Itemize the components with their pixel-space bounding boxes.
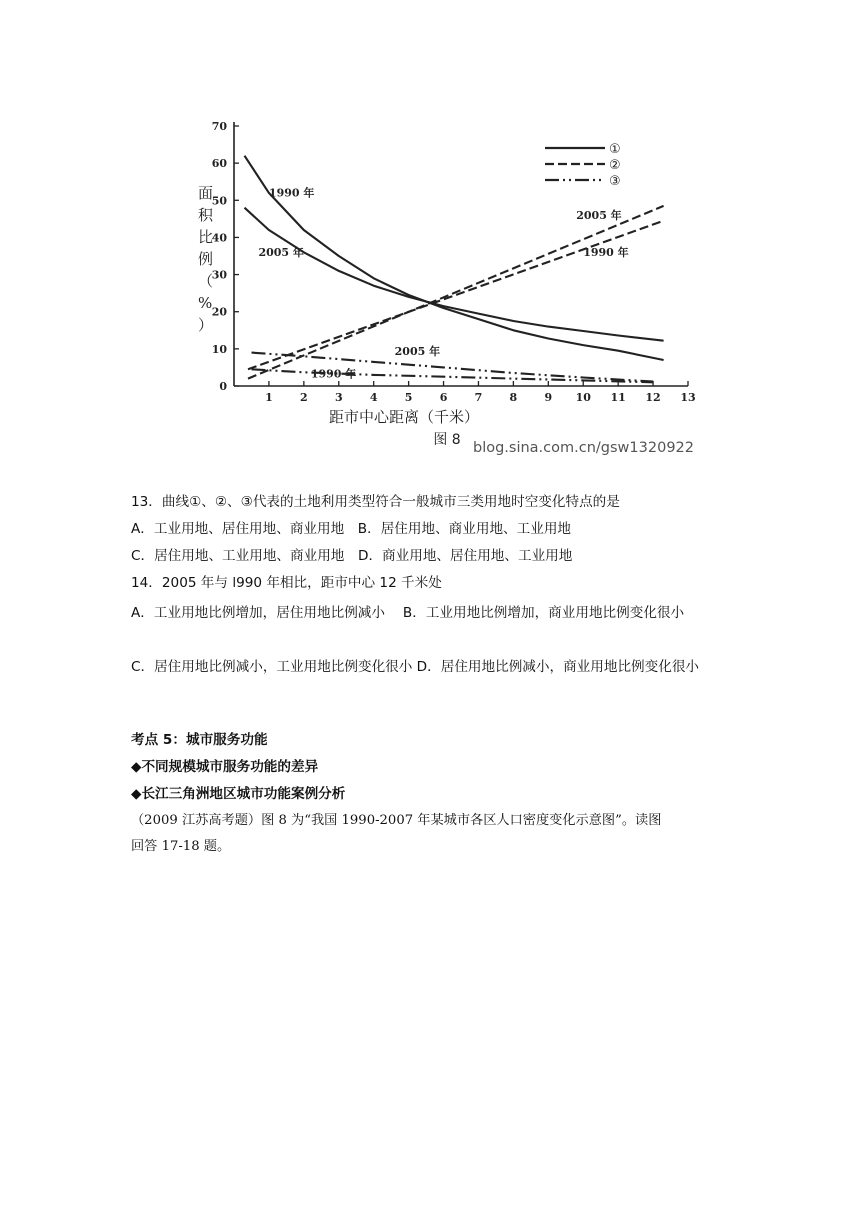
figure-8 [180, 110, 710, 462]
y-tick-label: 50 [211, 194, 227, 208]
year-annotation: 1990 年 [310, 367, 357, 381]
x-tick-label: 13 [680, 391, 696, 404]
watermark: blog.sina.com.cn/gsw1320922 [472, 440, 694, 456]
land-use-chart [180, 110, 710, 462]
x-tick-label: 12 [645, 391, 661, 404]
q13-options-ab: A．工业用地、居住用地、商业用地 B．居住用地、商业用地、工业用地 [131, 521, 572, 537]
x-tick-label: 10 [575, 391, 591, 404]
year-annotation: 2005 年 [258, 246, 304, 259]
x-tick-label: 8 [509, 391, 518, 404]
section-title: 考点 5：城市服务功能 [131, 732, 268, 748]
legend-label-3: ③ [609, 174, 621, 189]
section-bullet-2: ◆长江三角洲地区城市功能案例分析 [131, 786, 346, 802]
x-tick-label: 2 [300, 391, 308, 404]
y-tick-label: 60 [211, 157, 227, 171]
y-tick-label: 70 [211, 120, 227, 133]
y-tick-label: 10 [211, 342, 227, 356]
y-tick-label: 20 [211, 305, 227, 319]
x-tick-label: 9 [544, 391, 553, 404]
section-intro-line-1: （2009 江苏高考题）图 8 为“我国 1990-2007 年某城市各区人口密度变化示意图”。读图 [131, 813, 662, 828]
y-tick-label: 0 [219, 380, 227, 393]
x-tick-label: 5 [404, 391, 413, 404]
q14-options-ab: A．工业用地比例增加，居住用地比例减小 B．工业用地比例增加，商业用地比例变化很小 [131, 605, 685, 621]
section-intro-line-2: 回答 17-18 题。 [131, 839, 231, 854]
series-line-dash-3 [248, 206, 664, 379]
x-tick-label: 11 [610, 391, 626, 404]
year-annotation: 1990 年 [268, 186, 315, 200]
x-axis-label: 距市中心距离（千米） [328, 408, 480, 426]
year-annotation: 2005 年 [394, 345, 441, 359]
q13-stem: 13．曲线①、②、③代表的土地利用类型符合一般城市三类用地时空变化特点的是 [131, 494, 620, 510]
y-tick-label: 30 [211, 268, 227, 282]
q13-options-cd: C．居住用地、工业用地、商业用地 D．商业用地、居住用地、工业用地 [131, 548, 573, 564]
year-annotation: 1990 年 [583, 246, 629, 259]
y-axis-label: 面积比例（%） [198, 184, 214, 334]
x-tick-label: 4 [369, 391, 378, 404]
legend-label-1: ① [609, 142, 621, 157]
section-bullet-1: ◆不同规模城市服务功能的差异 [131, 759, 319, 775]
q14-options-cd: C．居住用地比例减小，工业用地比例变化很小 D．居住用地比例减小，商业用地比例变化很小 [131, 659, 700, 675]
x-tick-label: 6 [439, 391, 448, 404]
x-tick-label: 3 [334, 391, 343, 404]
year-annotation: 2005 年 [576, 208, 622, 222]
x-tick-label: 7 [474, 391, 483, 404]
y-tick-label: 40 [211, 231, 227, 245]
x-tick-label: 1 [265, 391, 273, 404]
q14-stem: 14．2005 年与 l990 年相比，距市中心 12 千米处 [131, 575, 442, 591]
legend-label-2: ② [609, 158, 621, 173]
figure-caption: 图 8 [433, 432, 461, 448]
series-line-solid-2 [245, 208, 664, 341]
